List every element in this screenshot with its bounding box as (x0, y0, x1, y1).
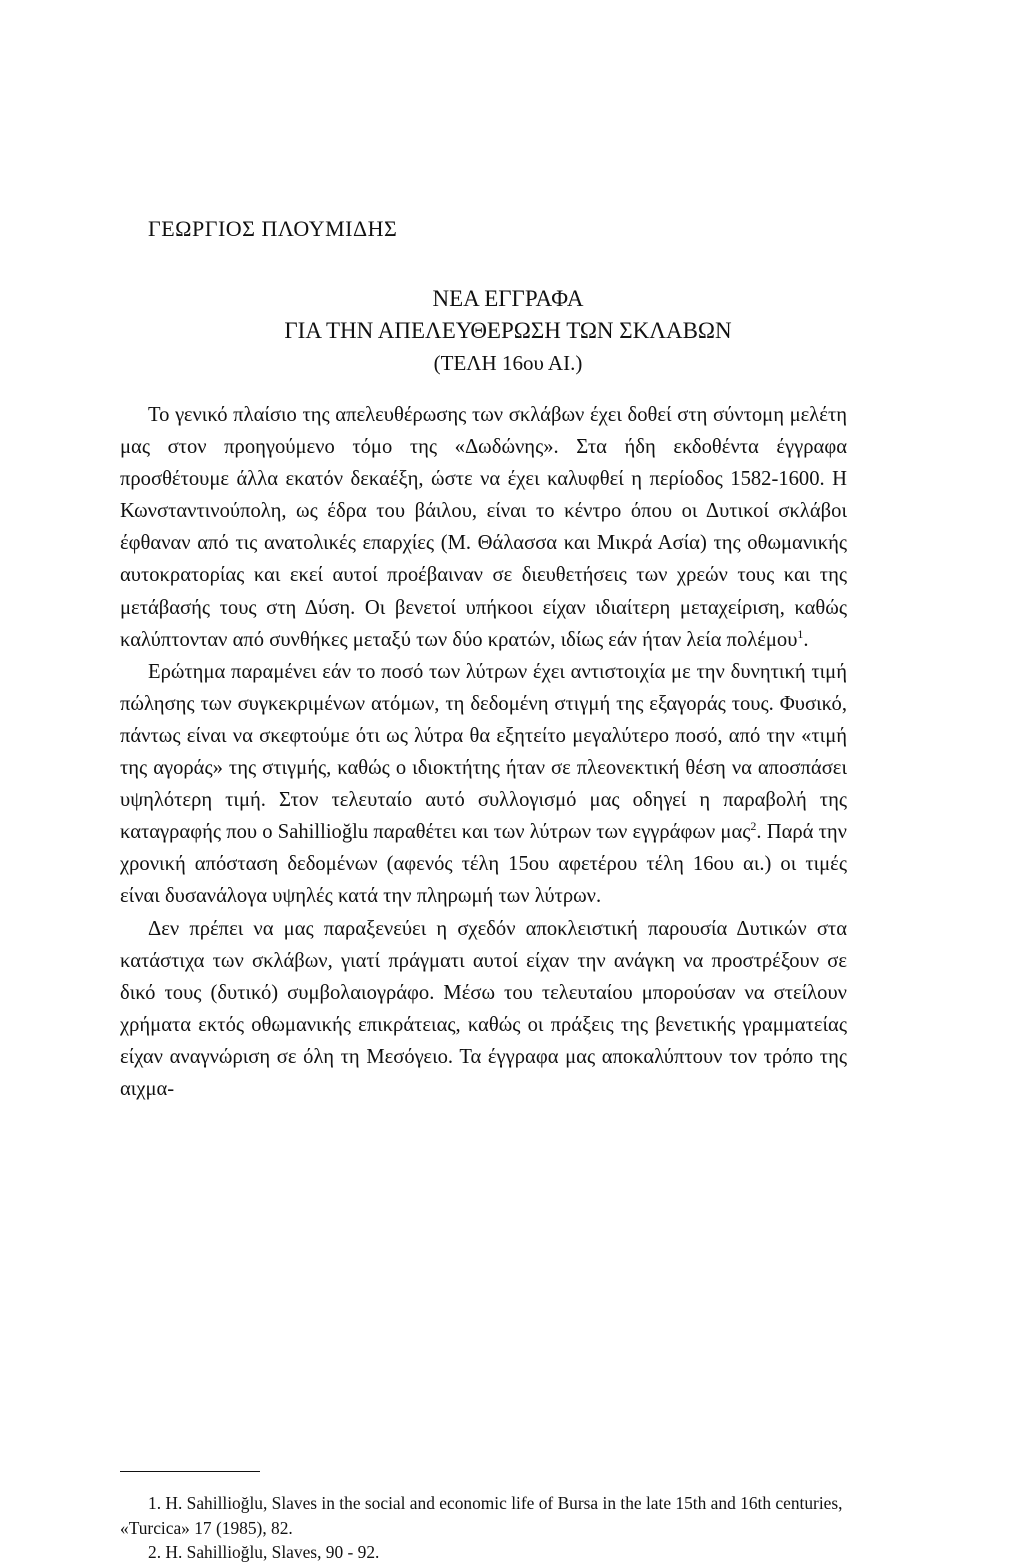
paragraph-3 (120, 913, 847, 1106)
paragraph-2-text: Ερώτημα παραμένει εάν το ποσό των λύτρων έχει αντιστοιχία με την δυνητική τιμή πώλησης των συγκεκριμένων ατόμων, τη δεδομένη στιγμή της εξαγοράς τους. Φυσικό, πάντως είναι να σκεφτούμε ότι ως λύτρα θα εξητείτο μεγαλύτερο ποσό, από την «τιμή της αγοράς» της στιγμής, καθώς ο ιδιοκτήτης ήταν σε πλεονεκτική θέση να αποσπάσει υψηλότερη τιμή. Στον τελευταίο αυτό συλλογισμό μας οδηγεί η παραβολή της καταγραφής που ο Sahillioğlu παραθέτει και των λύτρων των εγγράφων μας (120, 660, 847, 844)
paragraph-3-text: Δεν πρέπει να μας παραξενεύει η σχεδόν αποκλειστική παρουσία Δυτικών στα κατάστιχα των σκλάβων, γιατί πράγματι αυτοί είχαν την ανάγκη να προστρέξουν σε δικό τους (δυτικό) συμβολαιογράφο. Μέσω του τελευταίου μπορούσαν να στείλουν χρήματα εκτός οθωμανικής επικράτειας, καθώς οι πράξεις της βενετικής γραμματείας είχαν αναγνώριση σε όλη τη Μεσόγειο. Τα έγγραφα μας αποκαλύπτουν τον τρόπο της αιχμα- (120, 917, 847, 1100)
footnote-ref-2: 2 (750, 819, 757, 834)
paragraph-1 (120, 399, 847, 656)
article-title (148, 283, 868, 379)
footnotes (120, 1491, 845, 1565)
footnote-2: 2. H. Sahillioğlu, Slaves, 90 - 92. (148, 1542, 380, 1562)
author-name: ΓΕΩΡΓΙΟΣ ΠΛΟΥΜΙΔΗΣ (148, 216, 398, 241)
title-line-1: ΝΕΑ ΕΓΓΡΑΦΑ (432, 286, 584, 311)
footnote-1: 1. H. Sahillioğlu, Slaves in the social and economic life of Bursa in the late 15th and 16th centuries, «Turcica» 17 (1985), 82. (120, 1493, 843, 1538)
footnote-ref-1: 1 (797, 626, 804, 641)
paragraph-2-rest: . Παρά την χρονική απόσταση δεδομένων (αφενός τέλη 15ου αφετέρου τέλη 16ου αι.) οι τιμές είναι δυσανάλογα υψηλές κατά την πληρωμή των λύτρων. (120, 821, 847, 908)
paragraph-1-end: . (803, 628, 809, 651)
title-line-3: (ΤΕΛΗ 16ου ΑΙ.) (433, 351, 583, 375)
footnote-divider (120, 1471, 260, 1472)
paragraph-1-text: Το γενικό πλαίσιο της απελευθέρωσης των σκλάβων έχει δοθεί στη σύντομη μελέτη μας στον προηγούμενο τόμο της «Δωδώνης». Στα ήδη εκδοθέντα έγγραφα προσθέτουμε άλλα εκατόν δεκαέξη, ώστε να έχει καλυφθεί η περίοδος 1582-1600. Η Κωνσταντινούπολη, ως έδρα του βάιλου, είναι το κέντρο όπου οι Δυτικοί σκλάβοι έφθαναν από τις ανατολικές επαρχίες (Μ. Θάλασσα και Μικρά Ασία) της οθωμανικής αυτοκρατορίας και εκεί αυτοί προέβαιναν σε διευθετήσεις των χρεών τους και της μετάβασής τους στη Δύση. Οι βενετοί υπήκοοι είχαν ιδιαίτερη μεταχείριση, καθώς καλύπτονταν από συνθήκες μεταξύ των δύο κρατών, ιδίως εάν ήταν λεία πολέμου (120, 404, 847, 651)
paragraph-2 (120, 656, 847, 913)
article-body (120, 399, 847, 1105)
title-line-2: ΓΙΑ ΤΗΝ ΑΠΕΛΕΥΘΕΡΩΣΗ ΤΩΝ ΣΚΛΑΒΩΝ (284, 318, 732, 343)
